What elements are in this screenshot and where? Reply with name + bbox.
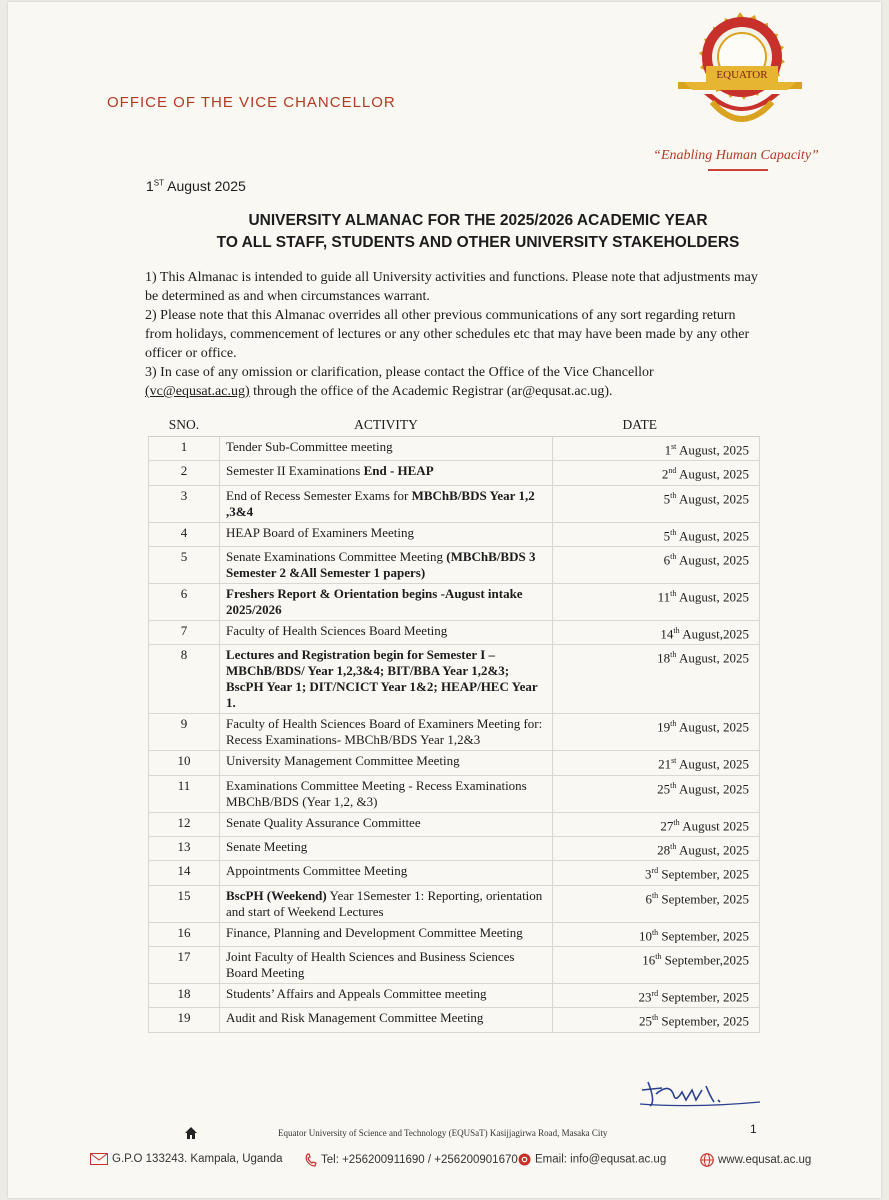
title-line-2: TO ALL STAFF, STUDENTS AND OTHER UNIVERSITY STAKEHOLDERS <box>216 234 740 251</box>
row-activity: End of Recess Semester Exams for MBChB/BDS Year 1,2 ,3&4 <box>220 485 553 522</box>
row-sno: 7 <box>149 620 220 644</box>
table-row <box>149 461 760 485</box>
row-date: 25th September, 2025 <box>553 1008 760 1032</box>
po-box: G.P.O 133243. Kampala, Uganda <box>90 1153 283 1165</box>
home-icon <box>184 1126 198 1140</box>
table-row <box>149 922 760 946</box>
note-1: 1) This Almanac is intended to guide all University activities and functions. Please note that adjustments may be determined as and when circumstances warrant. <box>145 270 758 304</box>
row-activity: Faculty of Health Sciences Board of Examiners Meeting for: Recess Examinations- MBChB/BDS Year 1,2&3 <box>220 714 553 751</box>
row-activity: Tender Sub-Committee meeting <box>220 437 553 461</box>
mail-icon <box>90 1153 108 1165</box>
row-date: 21st August, 2025 <box>553 751 760 775</box>
table-header-row <box>149 414 760 437</box>
table-row <box>149 583 760 620</box>
row-date: 10th September, 2025 <box>553 922 760 946</box>
almanac-table <box>148 414 760 1033</box>
header-sno: SNO. <box>149 414 220 437</box>
header-activity: ACTIVITY <box>220 414 553 437</box>
intro-notes <box>145 268 760 401</box>
row-sno: 5 <box>149 546 220 583</box>
letter-date: 1ST August 2025 <box>146 178 246 194</box>
table-row <box>149 714 760 751</box>
row-activity: Semester II Examinations End - HEAP <box>220 461 553 485</box>
row-sno: 10 <box>149 751 220 775</box>
table-row <box>149 546 760 583</box>
row-activity: Senate Meeting <box>220 836 553 860</box>
row-date: 5th August, 2025 <box>553 522 760 546</box>
row-date: 3rd September, 2025 <box>553 861 760 885</box>
table-row <box>149 751 760 775</box>
table-row <box>149 645 760 714</box>
row-sno: 8 <box>149 645 220 714</box>
row-sno: 19 <box>149 1008 220 1032</box>
row-sno: 3 <box>149 485 220 522</box>
note-3: 3) In case of any omission or clarification, please contact the Office of the Vice Chancellor (vc@equsat.ac.ug) through the office of the Academic Registrar (ar@equsat.ac.ug). <box>145 365 654 399</box>
row-sno: 9 <box>149 714 220 751</box>
row-date: 14th August,2025 <box>553 620 760 644</box>
header-date: DATE <box>553 414 760 437</box>
vc-email-link[interactable]: (vc@equsat.ac.ug) <box>145 384 250 399</box>
almanac-title <box>128 210 828 254</box>
university-logo <box>676 10 804 145</box>
row-sno: 2 <box>149 461 220 485</box>
document-page <box>8 2 881 1198</box>
tagline-rule <box>708 169 768 171</box>
telephone: Tel: +256200911690 / +256200901670 <box>305 1153 518 1167</box>
row-sno: 1 <box>149 437 220 461</box>
row-sno: 4 <box>149 522 220 546</box>
row-sno: 11 <box>149 775 220 812</box>
row-date: 6th August, 2025 <box>553 546 760 583</box>
table-row <box>149 1008 760 1032</box>
row-activity: Faculty of Health Sciences Board Meeting <box>220 620 553 644</box>
table-row <box>149 885 760 922</box>
row-sno: 15 <box>149 885 220 922</box>
row-activity: BscPH (Weekend) Year 1Semester 1: Reporting, orientation and start of Weekend Lectures <box>220 885 553 922</box>
tagline: “Enabling Human Capacity” <box>653 148 819 163</box>
table-row <box>149 861 760 885</box>
note-2: 2) Please note that this Almanac overrides all other previous communications of any sort regarding return from holidays, commencement of lectures or any other schedules etc that may have been made by any other officer or office. <box>145 308 750 361</box>
contact-bar <box>90 1150 850 1172</box>
table-row <box>149 946 760 983</box>
table-row <box>149 836 760 860</box>
row-activity: Appointments Committee Meeting <box>220 861 553 885</box>
row-date: 6th September, 2025 <box>553 885 760 922</box>
table-row <box>149 522 760 546</box>
row-date: 23rd September, 2025 <box>553 983 760 1007</box>
row-activity: Senate Examinations Committee Meeting (MBChB/BDS 3 Semester 2 &All Semester 1 papers) <box>220 546 553 583</box>
row-date: 27th August 2025 <box>553 812 760 836</box>
row-date: 5th August, 2025 <box>553 485 760 522</box>
row-activity: Joint Faculty of Health Sciences and Business Sciences Board Meeting <box>220 946 553 983</box>
office-heading: OFFICE OF THE VICE CHANCELLOR <box>107 94 396 111</box>
row-activity: Students’ Affairs and Appeals Committee meeting <box>220 983 553 1007</box>
table-row <box>149 620 760 644</box>
row-activity: Audit and Risk Management Committee Meeting <box>220 1008 553 1032</box>
row-sno: 18 <box>149 983 220 1007</box>
row-date: 18th August, 2025 <box>553 645 760 714</box>
row-sno: 12 <box>149 812 220 836</box>
row-sno: 17 <box>149 946 220 983</box>
row-activity: University Management Committee Meeting <box>220 751 553 775</box>
email[interactable]: Email: info@equsat.ac.ug <box>518 1153 666 1166</box>
row-activity: Lectures and Registration begin for Semester I – MBChB/BDS/ Year 1,2,3&4; BIT/BBA Year 1,2&3; BscPH Year 1; DIT/NCICT Year 1&2; HEAP/HEC Year 1. <box>220 645 553 714</box>
row-activity: Senate Quality Assurance Committee <box>220 812 553 836</box>
website[interactable]: www.equsat.ac.ug <box>700 1153 811 1167</box>
page-number: 1 <box>750 1122 757 1136</box>
table-row <box>149 775 760 812</box>
row-activity: Finance, Planning and Development Committee Meeting <box>220 922 553 946</box>
table-row <box>149 437 760 461</box>
globe-icon <box>700 1153 714 1167</box>
row-activity: Examinations Committee Meeting - Recess Examinations MBChB/BDS (Year 1,2, &3) <box>220 775 553 812</box>
row-date: 25th August, 2025 <box>553 775 760 812</box>
row-sno: 16 <box>149 922 220 946</box>
email-icon <box>518 1153 531 1166</box>
title-line-1: UNIVERSITY ALMANAC FOR THE 2025/2026 ACADEMIC YEAR <box>248 212 708 229</box>
row-date: 2nd August, 2025 <box>553 461 760 485</box>
svg-text:EQUATOR: EQUATOR <box>716 69 768 81</box>
row-sno: 13 <box>149 836 220 860</box>
row-activity: HEAP Board of Examiners Meeting <box>220 522 553 546</box>
row-sno: 6 <box>149 583 220 620</box>
row-date: 28th August, 2025 <box>553 836 760 860</box>
signature <box>636 1072 766 1112</box>
row-sno: 14 <box>149 861 220 885</box>
table-row <box>149 812 760 836</box>
footer-address: Equator University of Science and Technology (EQUSaT) Kasijjagirwa Road, Masaka City <box>278 1128 608 1138</box>
table-row <box>149 485 760 522</box>
row-date: 11th August, 2025 <box>553 583 760 620</box>
row-date: 16th September,2025 <box>553 946 760 983</box>
row-date: 19th August, 2025 <box>553 714 760 751</box>
table-row <box>149 983 760 1007</box>
row-activity: Freshers Report & Orientation begins -August intake 2025/2026 <box>220 583 553 620</box>
phone-icon <box>305 1153 317 1167</box>
row-date: 1st August, 2025 <box>553 437 760 461</box>
